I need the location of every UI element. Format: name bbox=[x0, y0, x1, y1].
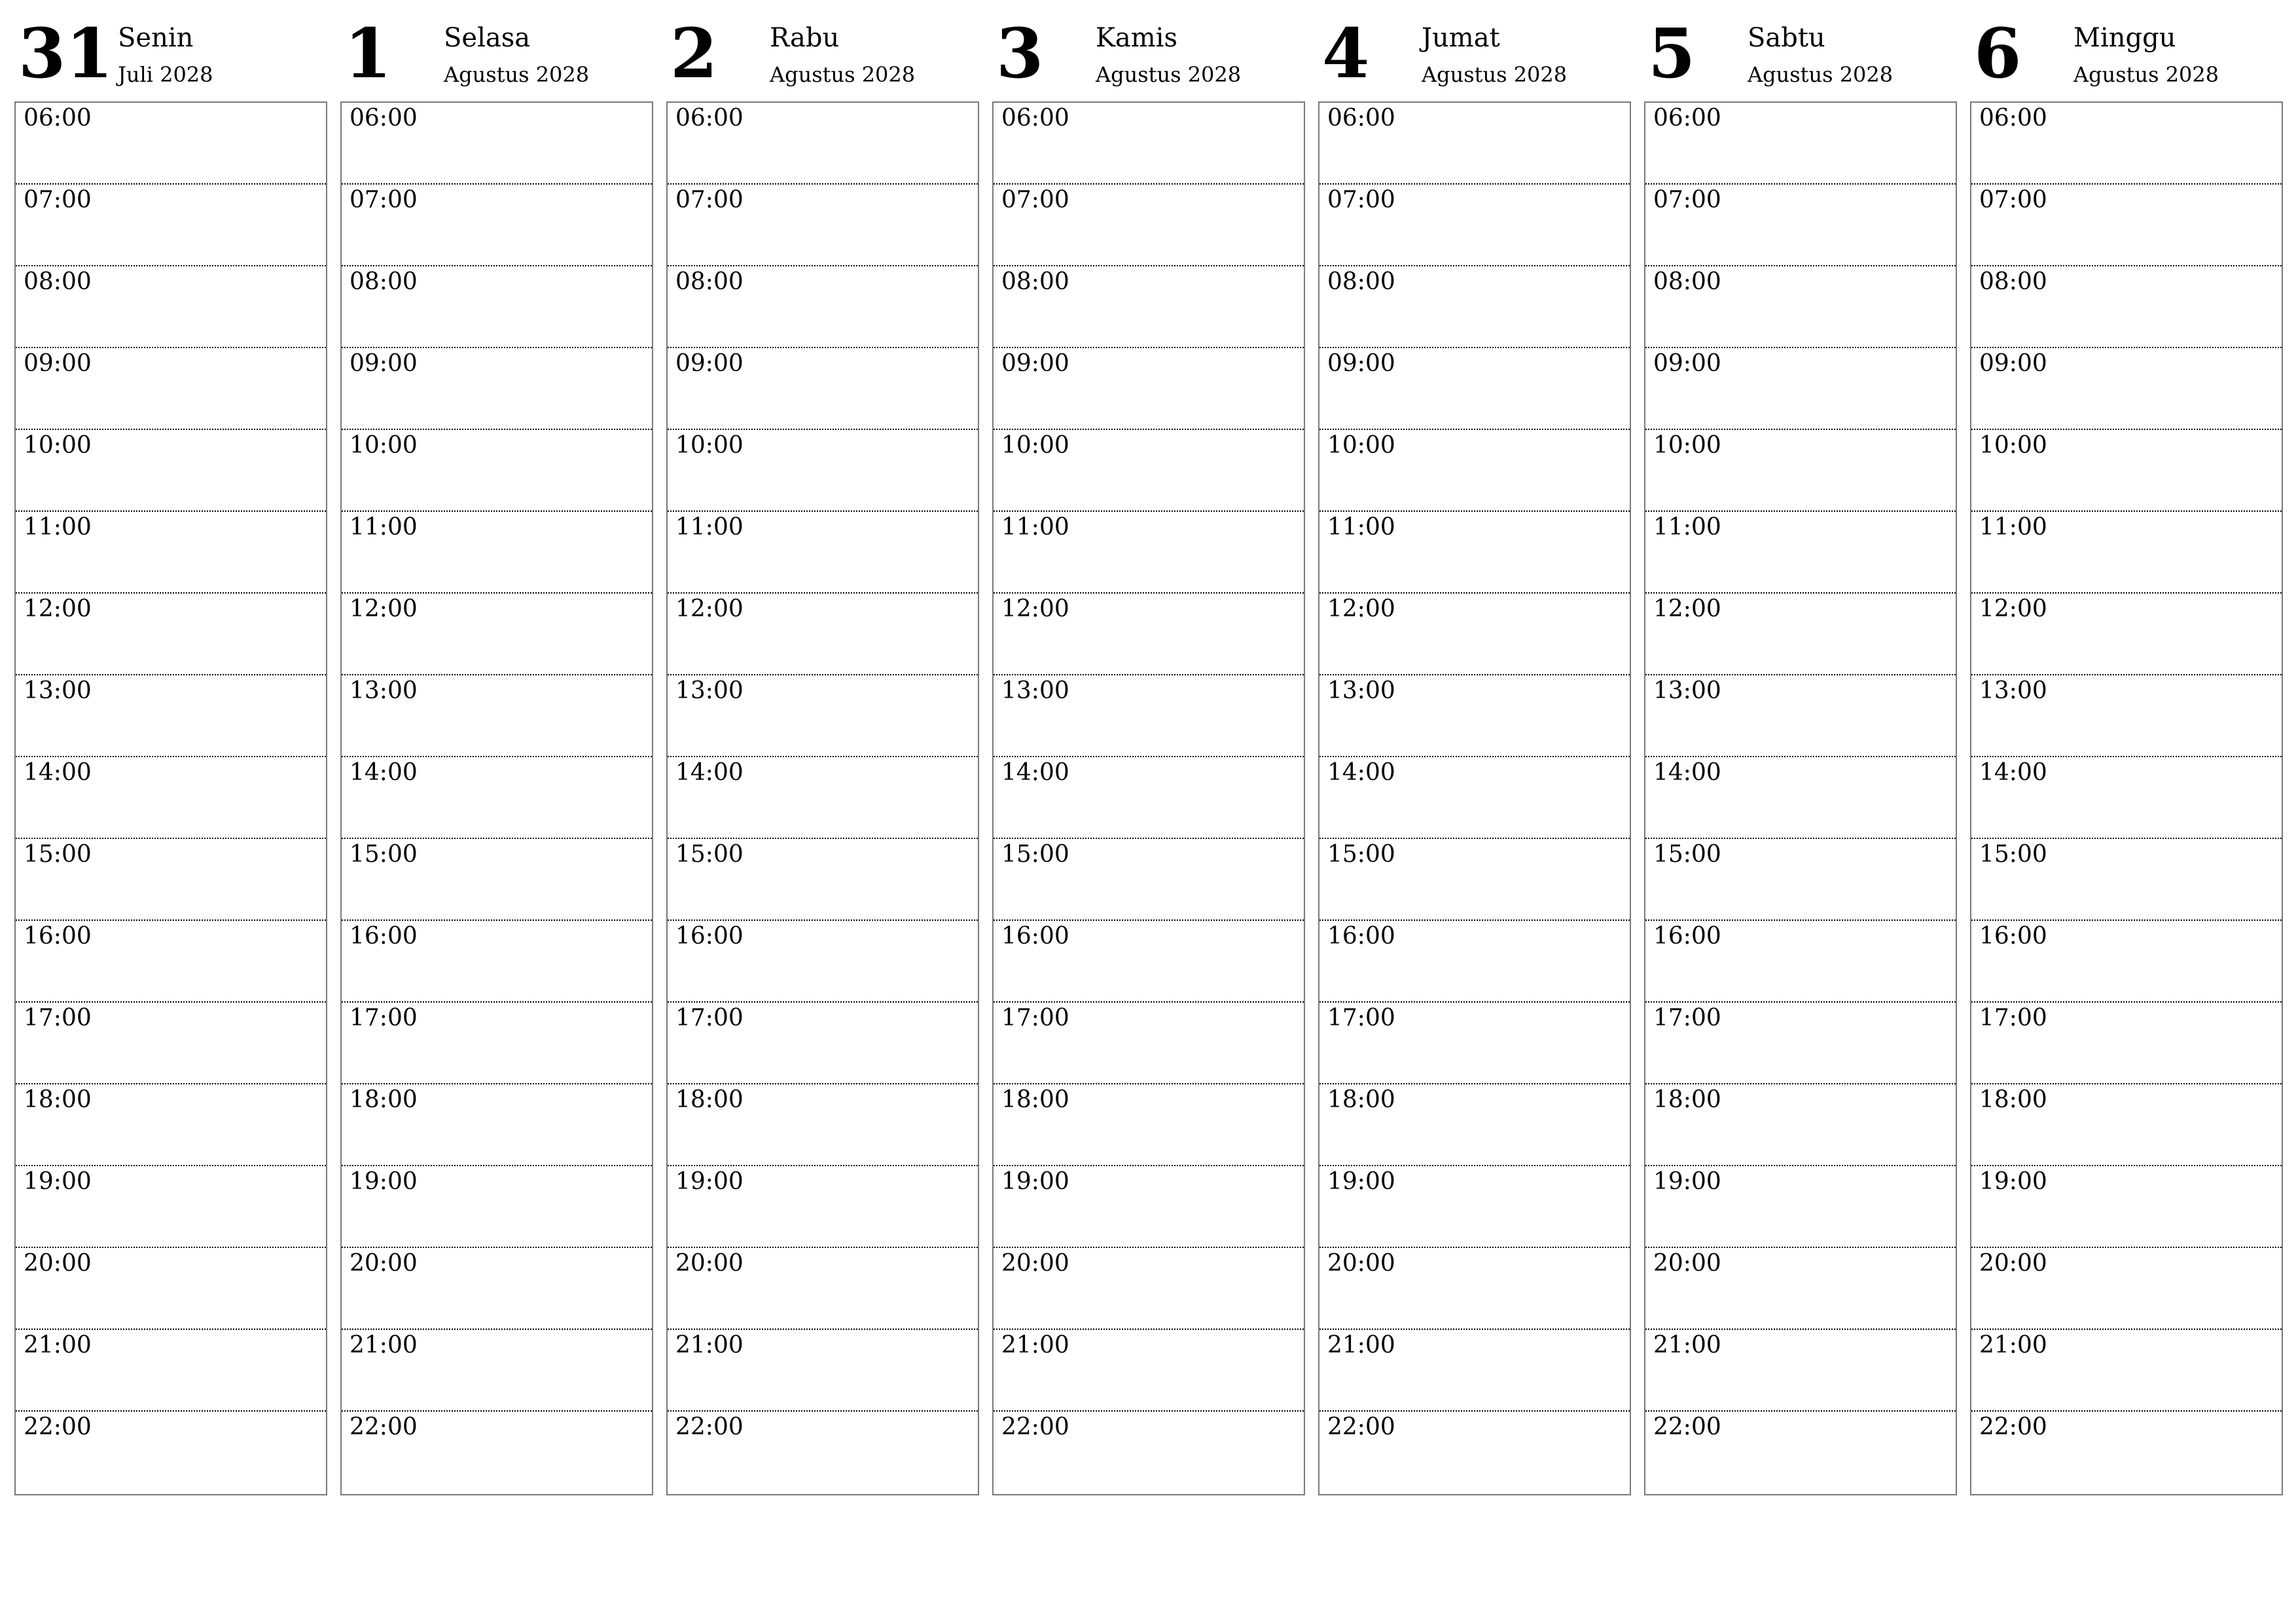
hour-slot[interactable] bbox=[16, 266, 326, 348]
hour-slot[interactable] bbox=[342, 1084, 652, 1166]
hour-label: 18:00 bbox=[1327, 1086, 1395, 1113]
hour-label: 10:00 bbox=[1001, 432, 1069, 459]
hour-slot[interactable] bbox=[1971, 757, 2282, 839]
day-header bbox=[1970, 0, 2283, 101]
hour-label: 14:00 bbox=[1001, 759, 1069, 786]
hour-label: 08:00 bbox=[350, 268, 418, 295]
hour-slot[interactable] bbox=[342, 594, 652, 675]
hour-slot[interactable] bbox=[1645, 757, 1956, 839]
hour-slot[interactable] bbox=[1645, 266, 1956, 348]
hour-label: 22:00 bbox=[1327, 1414, 1395, 1440]
hour-slot[interactable] bbox=[1971, 266, 2282, 348]
hour-slot[interactable] bbox=[1645, 921, 1956, 1003]
hour-label: 10:00 bbox=[350, 432, 418, 459]
hour-slot[interactable] bbox=[668, 430, 978, 512]
hour-slot[interactable] bbox=[342, 921, 652, 1003]
hour-slot[interactable] bbox=[342, 1166, 652, 1248]
day-month-year: Agustus 2028 bbox=[1422, 62, 1568, 87]
hour-label: 17:00 bbox=[1653, 1005, 1721, 1031]
hour-label: 13:00 bbox=[1979, 677, 2047, 704]
hour-label: 08:00 bbox=[1653, 268, 1721, 295]
hour-label: 07:00 bbox=[350, 187, 418, 213]
hour-label: 18:00 bbox=[350, 1086, 418, 1113]
hour-slot[interactable] bbox=[994, 430, 1304, 512]
day-header bbox=[992, 0, 1305, 101]
day-column bbox=[1644, 0, 1957, 1440]
hour-slot[interactable] bbox=[1971, 1084, 2282, 1166]
hour-slot[interactable] bbox=[994, 594, 1304, 675]
hour-slot[interactable] bbox=[16, 1084, 326, 1166]
hour-slot[interactable] bbox=[342, 348, 652, 430]
hour-label: 19:00 bbox=[1001, 1168, 1069, 1195]
hour-label: 12:00 bbox=[1001, 596, 1069, 622]
hour-slot[interactable] bbox=[1645, 1330, 1956, 1412]
day-month-year: Agustus 2028 bbox=[444, 62, 590, 87]
day-month-year: Agustus 2028 bbox=[770, 62, 916, 87]
day-column bbox=[1318, 0, 1631, 1440]
hour-slot[interactable] bbox=[1645, 512, 1956, 594]
hour-label: 21:00 bbox=[675, 1332, 744, 1359]
hour-label: 10:00 bbox=[675, 432, 744, 459]
day-column bbox=[992, 0, 1305, 1440]
hour-label: 16:00 bbox=[675, 923, 744, 950]
day-number: 4 bbox=[1322, 13, 1370, 94]
hour-label: 12:00 bbox=[24, 596, 92, 622]
day-schedule-box bbox=[340, 101, 653, 1495]
hour-slot[interactable] bbox=[1319, 757, 1630, 839]
hour-slot[interactable] bbox=[668, 1166, 978, 1248]
hour-slot[interactable] bbox=[1319, 921, 1630, 1003]
hour-label: 18:00 bbox=[1653, 1086, 1721, 1113]
hour-slot[interactable] bbox=[994, 839, 1304, 921]
hour-slot[interactable] bbox=[16, 1166, 326, 1248]
hour-label: 14:00 bbox=[1979, 759, 2047, 786]
hour-label: 11:00 bbox=[1327, 514, 1395, 541]
hour-slot[interactable] bbox=[1319, 1166, 1630, 1248]
hour-label: 13:00 bbox=[350, 677, 418, 704]
hour-label: 08:00 bbox=[675, 268, 744, 295]
hour-slot[interactable] bbox=[1971, 839, 2282, 921]
hour-slot[interactable] bbox=[1971, 1166, 2282, 1248]
hour-label: 09:00 bbox=[1653, 350, 1721, 377]
hour-slot[interactable] bbox=[1971, 1330, 2282, 1412]
hour-label: 11:00 bbox=[675, 514, 744, 541]
hour-label: 12:00 bbox=[350, 596, 418, 622]
hour-slot[interactable] bbox=[1645, 1084, 1956, 1166]
hour-label: 21:00 bbox=[350, 1332, 418, 1359]
hour-label: 08:00 bbox=[1001, 268, 1069, 295]
day-number: 31 bbox=[18, 13, 113, 94]
hour-label: 20:00 bbox=[350, 1250, 418, 1277]
hour-slot[interactable] bbox=[1645, 1166, 1956, 1248]
hour-slot[interactable] bbox=[16, 348, 326, 430]
hour-label: 14:00 bbox=[1327, 759, 1395, 786]
hour-label: 11:00 bbox=[1001, 514, 1069, 541]
hour-label: 10:00 bbox=[1327, 432, 1395, 459]
hour-label: 14:00 bbox=[1653, 759, 1721, 786]
hour-label: 09:00 bbox=[24, 350, 92, 377]
hour-label: 20:00 bbox=[1653, 1250, 1721, 1277]
day-header bbox=[1644, 0, 1957, 101]
hour-label: 18:00 bbox=[1001, 1086, 1069, 1113]
day-name: Minggu bbox=[2073, 23, 2176, 53]
hour-label: 15:00 bbox=[1001, 841, 1069, 868]
day-number: 6 bbox=[1974, 13, 2022, 94]
hour-slot[interactable] bbox=[994, 512, 1304, 594]
hour-slot[interactable] bbox=[1645, 348, 1956, 430]
day-name: Selasa bbox=[444, 23, 531, 53]
hour-label: 13:00 bbox=[24, 677, 92, 704]
hour-slot[interactable] bbox=[16, 921, 326, 1003]
hour-slot[interactable] bbox=[994, 348, 1304, 430]
day-schedule-box bbox=[1318, 101, 1631, 1495]
day-schedule-box bbox=[666, 101, 979, 1495]
hour-slot[interactable] bbox=[1645, 675, 1956, 757]
hour-label: 17:00 bbox=[24, 1005, 92, 1031]
hour-slot[interactable] bbox=[1319, 839, 1630, 921]
hour-label: 14:00 bbox=[350, 759, 418, 786]
hour-slot[interactable] bbox=[1971, 1003, 2282, 1084]
hour-label: 21:00 bbox=[1327, 1332, 1395, 1359]
hour-slot[interactable] bbox=[1645, 430, 1956, 512]
hour-slot[interactable] bbox=[668, 103, 978, 185]
hour-label: 21:00 bbox=[1979, 1332, 2047, 1359]
day-month-year: Agustus 2028 bbox=[1748, 62, 1893, 87]
hour-label: 21:00 bbox=[24, 1332, 92, 1359]
hour-label: 20:00 bbox=[675, 1250, 744, 1277]
hour-slot[interactable] bbox=[1971, 675, 2282, 757]
hour-slot[interactable] bbox=[16, 757, 326, 839]
hour-slot[interactable] bbox=[1319, 1248, 1630, 1330]
hour-label: 07:00 bbox=[1979, 187, 2047, 213]
day-month-year: Juli 2028 bbox=[118, 62, 213, 87]
hour-label: 19:00 bbox=[350, 1168, 418, 1195]
hour-label: 06:00 bbox=[24, 105, 92, 132]
hour-slot[interactable] bbox=[1645, 594, 1956, 675]
hour-label: 16:00 bbox=[350, 923, 418, 950]
hour-label: 06:00 bbox=[1001, 105, 1069, 132]
day-number: 2 bbox=[670, 13, 718, 94]
hour-slot[interactable] bbox=[1645, 1003, 1956, 1084]
hour-label: 20:00 bbox=[24, 1250, 92, 1277]
hour-label: 19:00 bbox=[24, 1168, 92, 1195]
hour-slot[interactable] bbox=[1645, 1248, 1956, 1330]
hour-label: 13:00 bbox=[1653, 677, 1721, 704]
hour-slot[interactable] bbox=[994, 757, 1304, 839]
hour-slot[interactable] bbox=[342, 839, 652, 921]
hour-slot[interactable] bbox=[342, 185, 652, 266]
hour-slot[interactable] bbox=[668, 266, 978, 348]
hour-slot[interactable] bbox=[16, 1248, 326, 1330]
hour-label: 15:00 bbox=[675, 841, 744, 868]
hour-slot[interactable] bbox=[1319, 594, 1630, 675]
hour-label: 09:00 bbox=[675, 350, 744, 377]
hour-slot[interactable] bbox=[1971, 430, 2282, 512]
hour-slot[interactable] bbox=[1971, 1248, 2282, 1330]
hour-slot[interactable] bbox=[1319, 675, 1630, 757]
day-header bbox=[1318, 0, 1631, 101]
hour-label: 06:00 bbox=[1327, 105, 1395, 132]
hour-slot[interactable] bbox=[1971, 348, 2282, 430]
day-column bbox=[340, 0, 653, 1440]
hour-slot[interactable] bbox=[1319, 1084, 1630, 1166]
day-name: Kamis bbox=[1096, 23, 1177, 53]
day-name: Sabtu bbox=[1748, 23, 1825, 53]
hour-slot[interactable] bbox=[1645, 185, 1956, 266]
hour-slot[interactable] bbox=[16, 103, 326, 185]
hour-label: 10:00 bbox=[1979, 432, 2047, 459]
hour-label: 11:00 bbox=[350, 514, 418, 541]
hour-slot[interactable] bbox=[1319, 1330, 1630, 1412]
hour-slot[interactable] bbox=[16, 839, 326, 921]
hour-label: 22:00 bbox=[350, 1414, 418, 1440]
hour-slot[interactable] bbox=[1319, 348, 1630, 430]
hour-label: 15:00 bbox=[1327, 841, 1395, 868]
day-name: Rabu bbox=[770, 23, 840, 53]
day-schedule-box bbox=[14, 101, 327, 1495]
day-header bbox=[666, 0, 979, 101]
hour-slot[interactable] bbox=[16, 1412, 326, 1493]
hour-slot[interactable] bbox=[342, 103, 652, 185]
hour-label: 08:00 bbox=[1979, 268, 2047, 295]
hour-slot[interactable] bbox=[342, 1248, 652, 1330]
hour-slot[interactable] bbox=[994, 185, 1304, 266]
hour-label: 12:00 bbox=[1979, 596, 2047, 622]
hour-slot[interactable] bbox=[16, 1330, 326, 1412]
hour-label: 16:00 bbox=[1327, 923, 1395, 950]
hour-slot[interactable] bbox=[16, 512, 326, 594]
hour-slot[interactable] bbox=[1319, 103, 1630, 185]
hour-label: 19:00 bbox=[1327, 1168, 1395, 1195]
hour-label: 09:00 bbox=[1327, 350, 1395, 377]
hour-slot[interactable] bbox=[1645, 1412, 1956, 1493]
hour-slot[interactable] bbox=[668, 185, 978, 266]
day-header bbox=[14, 0, 327, 101]
hour-slot[interactable] bbox=[342, 1330, 652, 1412]
day-schedule-box bbox=[1970, 101, 2283, 1495]
day-number: 5 bbox=[1648, 13, 1696, 94]
hour-label: 09:00 bbox=[1001, 350, 1069, 377]
hour-slot[interactable] bbox=[994, 1003, 1304, 1084]
hour-slot[interactable] bbox=[1971, 594, 2282, 675]
hour-label: 09:00 bbox=[1979, 350, 2047, 377]
hour-label: 07:00 bbox=[1653, 187, 1721, 213]
hour-label: 17:00 bbox=[1327, 1005, 1395, 1031]
hour-slot[interactable] bbox=[1319, 430, 1630, 512]
hour-slot[interactable] bbox=[668, 839, 978, 921]
hour-slot[interactable] bbox=[342, 1003, 652, 1084]
hour-slot[interactable] bbox=[1971, 103, 2282, 185]
hour-label: 15:00 bbox=[1979, 841, 2047, 868]
hour-label: 10:00 bbox=[1653, 432, 1721, 459]
hour-slot[interactable] bbox=[994, 921, 1304, 1003]
hour-label: 16:00 bbox=[1979, 923, 2047, 950]
day-column bbox=[1970, 0, 2283, 1440]
hour-slot[interactable] bbox=[16, 594, 326, 675]
hour-slot[interactable] bbox=[994, 1248, 1304, 1330]
hour-label: 20:00 bbox=[1979, 1250, 2047, 1277]
hour-slot[interactable] bbox=[342, 757, 652, 839]
hour-label: 17:00 bbox=[675, 1005, 744, 1031]
hour-slot[interactable] bbox=[16, 185, 326, 266]
day-header bbox=[340, 0, 653, 101]
hour-label: 09:00 bbox=[350, 350, 418, 377]
hour-slot[interactable] bbox=[342, 430, 652, 512]
hour-label: 19:00 bbox=[1653, 1168, 1721, 1195]
hour-label: 17:00 bbox=[1979, 1005, 2047, 1031]
hour-slot[interactable] bbox=[668, 1330, 978, 1412]
hour-slot[interactable] bbox=[1971, 512, 2282, 594]
hour-label: 07:00 bbox=[1327, 187, 1395, 213]
hour-slot[interactable] bbox=[668, 1084, 978, 1166]
hour-label: 22:00 bbox=[1979, 1414, 2047, 1440]
day-number: 1 bbox=[344, 13, 392, 94]
hour-slot[interactable] bbox=[668, 1412, 978, 1493]
hour-label: 13:00 bbox=[1001, 677, 1069, 704]
hour-slot[interactable] bbox=[16, 430, 326, 512]
hour-slot[interactable] bbox=[342, 512, 652, 594]
hour-slot[interactable] bbox=[668, 1248, 978, 1330]
hour-label: 06:00 bbox=[1653, 105, 1721, 132]
hour-label: 16:00 bbox=[1653, 923, 1721, 950]
day-month-year: Agustus 2028 bbox=[1096, 62, 1242, 87]
hour-label: 22:00 bbox=[1001, 1414, 1069, 1440]
hour-label: 12:00 bbox=[675, 596, 744, 622]
hour-label: 15:00 bbox=[24, 841, 92, 868]
hour-label: 06:00 bbox=[675, 105, 744, 132]
hour-slot[interactable] bbox=[668, 921, 978, 1003]
hour-label: 21:00 bbox=[1653, 1332, 1721, 1359]
hour-slot[interactable] bbox=[994, 103, 1304, 185]
hour-slot[interactable] bbox=[668, 675, 978, 757]
hour-slot[interactable] bbox=[668, 594, 978, 675]
hour-slot[interactable] bbox=[1319, 185, 1630, 266]
hour-slot[interactable] bbox=[994, 675, 1304, 757]
hour-label: 15:00 bbox=[350, 841, 418, 868]
hour-label: 13:00 bbox=[1327, 677, 1395, 704]
hour-slot[interactable] bbox=[342, 675, 652, 757]
hour-label: 22:00 bbox=[675, 1414, 744, 1440]
hour-slot[interactable] bbox=[994, 1166, 1304, 1248]
day-number: 3 bbox=[996, 13, 1044, 94]
hour-slot[interactable] bbox=[1319, 1412, 1630, 1493]
hour-label: 16:00 bbox=[1001, 923, 1069, 950]
hour-label: 19:00 bbox=[675, 1168, 744, 1195]
day-column bbox=[14, 0, 327, 1440]
hour-slot[interactable] bbox=[342, 1412, 652, 1493]
hour-label: 15:00 bbox=[1653, 841, 1721, 868]
day-schedule-box bbox=[1644, 101, 1957, 1495]
hour-slot[interactable] bbox=[16, 1003, 326, 1084]
hour-label: 18:00 bbox=[675, 1086, 744, 1113]
hour-label: 06:00 bbox=[350, 105, 418, 132]
hour-label: 20:00 bbox=[1327, 1250, 1395, 1277]
hour-slot[interactable] bbox=[1319, 266, 1630, 348]
hour-slot[interactable] bbox=[994, 1084, 1304, 1166]
hour-label: 07:00 bbox=[24, 187, 92, 213]
hour-label: 22:00 bbox=[24, 1414, 92, 1440]
hour-label: 11:00 bbox=[1979, 514, 2047, 541]
hour-slot[interactable] bbox=[994, 1412, 1304, 1493]
hour-label: 10:00 bbox=[24, 432, 92, 459]
hour-label: 11:00 bbox=[24, 514, 92, 541]
hour-slot[interactable] bbox=[1971, 1412, 2282, 1493]
hour-slot[interactable] bbox=[668, 348, 978, 430]
hour-slot[interactable] bbox=[668, 757, 978, 839]
hour-label: 17:00 bbox=[350, 1005, 418, 1031]
hour-slot[interactable] bbox=[16, 675, 326, 757]
hour-label: 19:00 bbox=[1979, 1168, 2047, 1195]
day-month-year: Agustus 2028 bbox=[2073, 62, 2219, 87]
hour-label: 18:00 bbox=[24, 1086, 92, 1113]
hour-label: 22:00 bbox=[1653, 1414, 1721, 1440]
hour-slot[interactable] bbox=[994, 266, 1304, 348]
hour-slot[interactable] bbox=[1645, 103, 1956, 185]
hour-label: 14:00 bbox=[24, 759, 92, 786]
hour-slot[interactable] bbox=[1971, 921, 2282, 1003]
hour-slot[interactable] bbox=[1319, 1003, 1630, 1084]
hour-label: 07:00 bbox=[1001, 187, 1069, 213]
hour-slot[interactable] bbox=[1319, 512, 1630, 594]
hour-label: 18:00 bbox=[1979, 1086, 2047, 1113]
hour-slot[interactable] bbox=[1645, 839, 1956, 921]
hour-slot[interactable] bbox=[1971, 185, 2282, 266]
hour-label: 08:00 bbox=[1327, 268, 1395, 295]
hour-label: 11:00 bbox=[1653, 514, 1721, 541]
hour-label: 14:00 bbox=[675, 759, 744, 786]
hour-label: 07:00 bbox=[675, 187, 744, 213]
hour-label: 12:00 bbox=[1327, 596, 1395, 622]
day-column bbox=[666, 0, 979, 1440]
day-name: Senin bbox=[118, 23, 194, 53]
hour-label: 16:00 bbox=[24, 923, 92, 950]
hour-label: 21:00 bbox=[1001, 1332, 1069, 1359]
hour-slot[interactable] bbox=[668, 512, 978, 594]
hour-slot[interactable] bbox=[994, 1330, 1304, 1412]
hour-slot[interactable] bbox=[342, 266, 652, 348]
hour-label: 06:00 bbox=[1979, 105, 2047, 132]
hour-label: 08:00 bbox=[24, 268, 92, 295]
hour-label: 17:00 bbox=[1001, 1005, 1069, 1031]
hour-slot[interactable] bbox=[668, 1003, 978, 1084]
hour-label: 12:00 bbox=[1653, 596, 1721, 622]
hour-label: 20:00 bbox=[1001, 1250, 1069, 1277]
day-schedule-box bbox=[992, 101, 1305, 1495]
hour-label: 13:00 bbox=[675, 677, 744, 704]
day-name: Jumat bbox=[1422, 23, 1500, 53]
